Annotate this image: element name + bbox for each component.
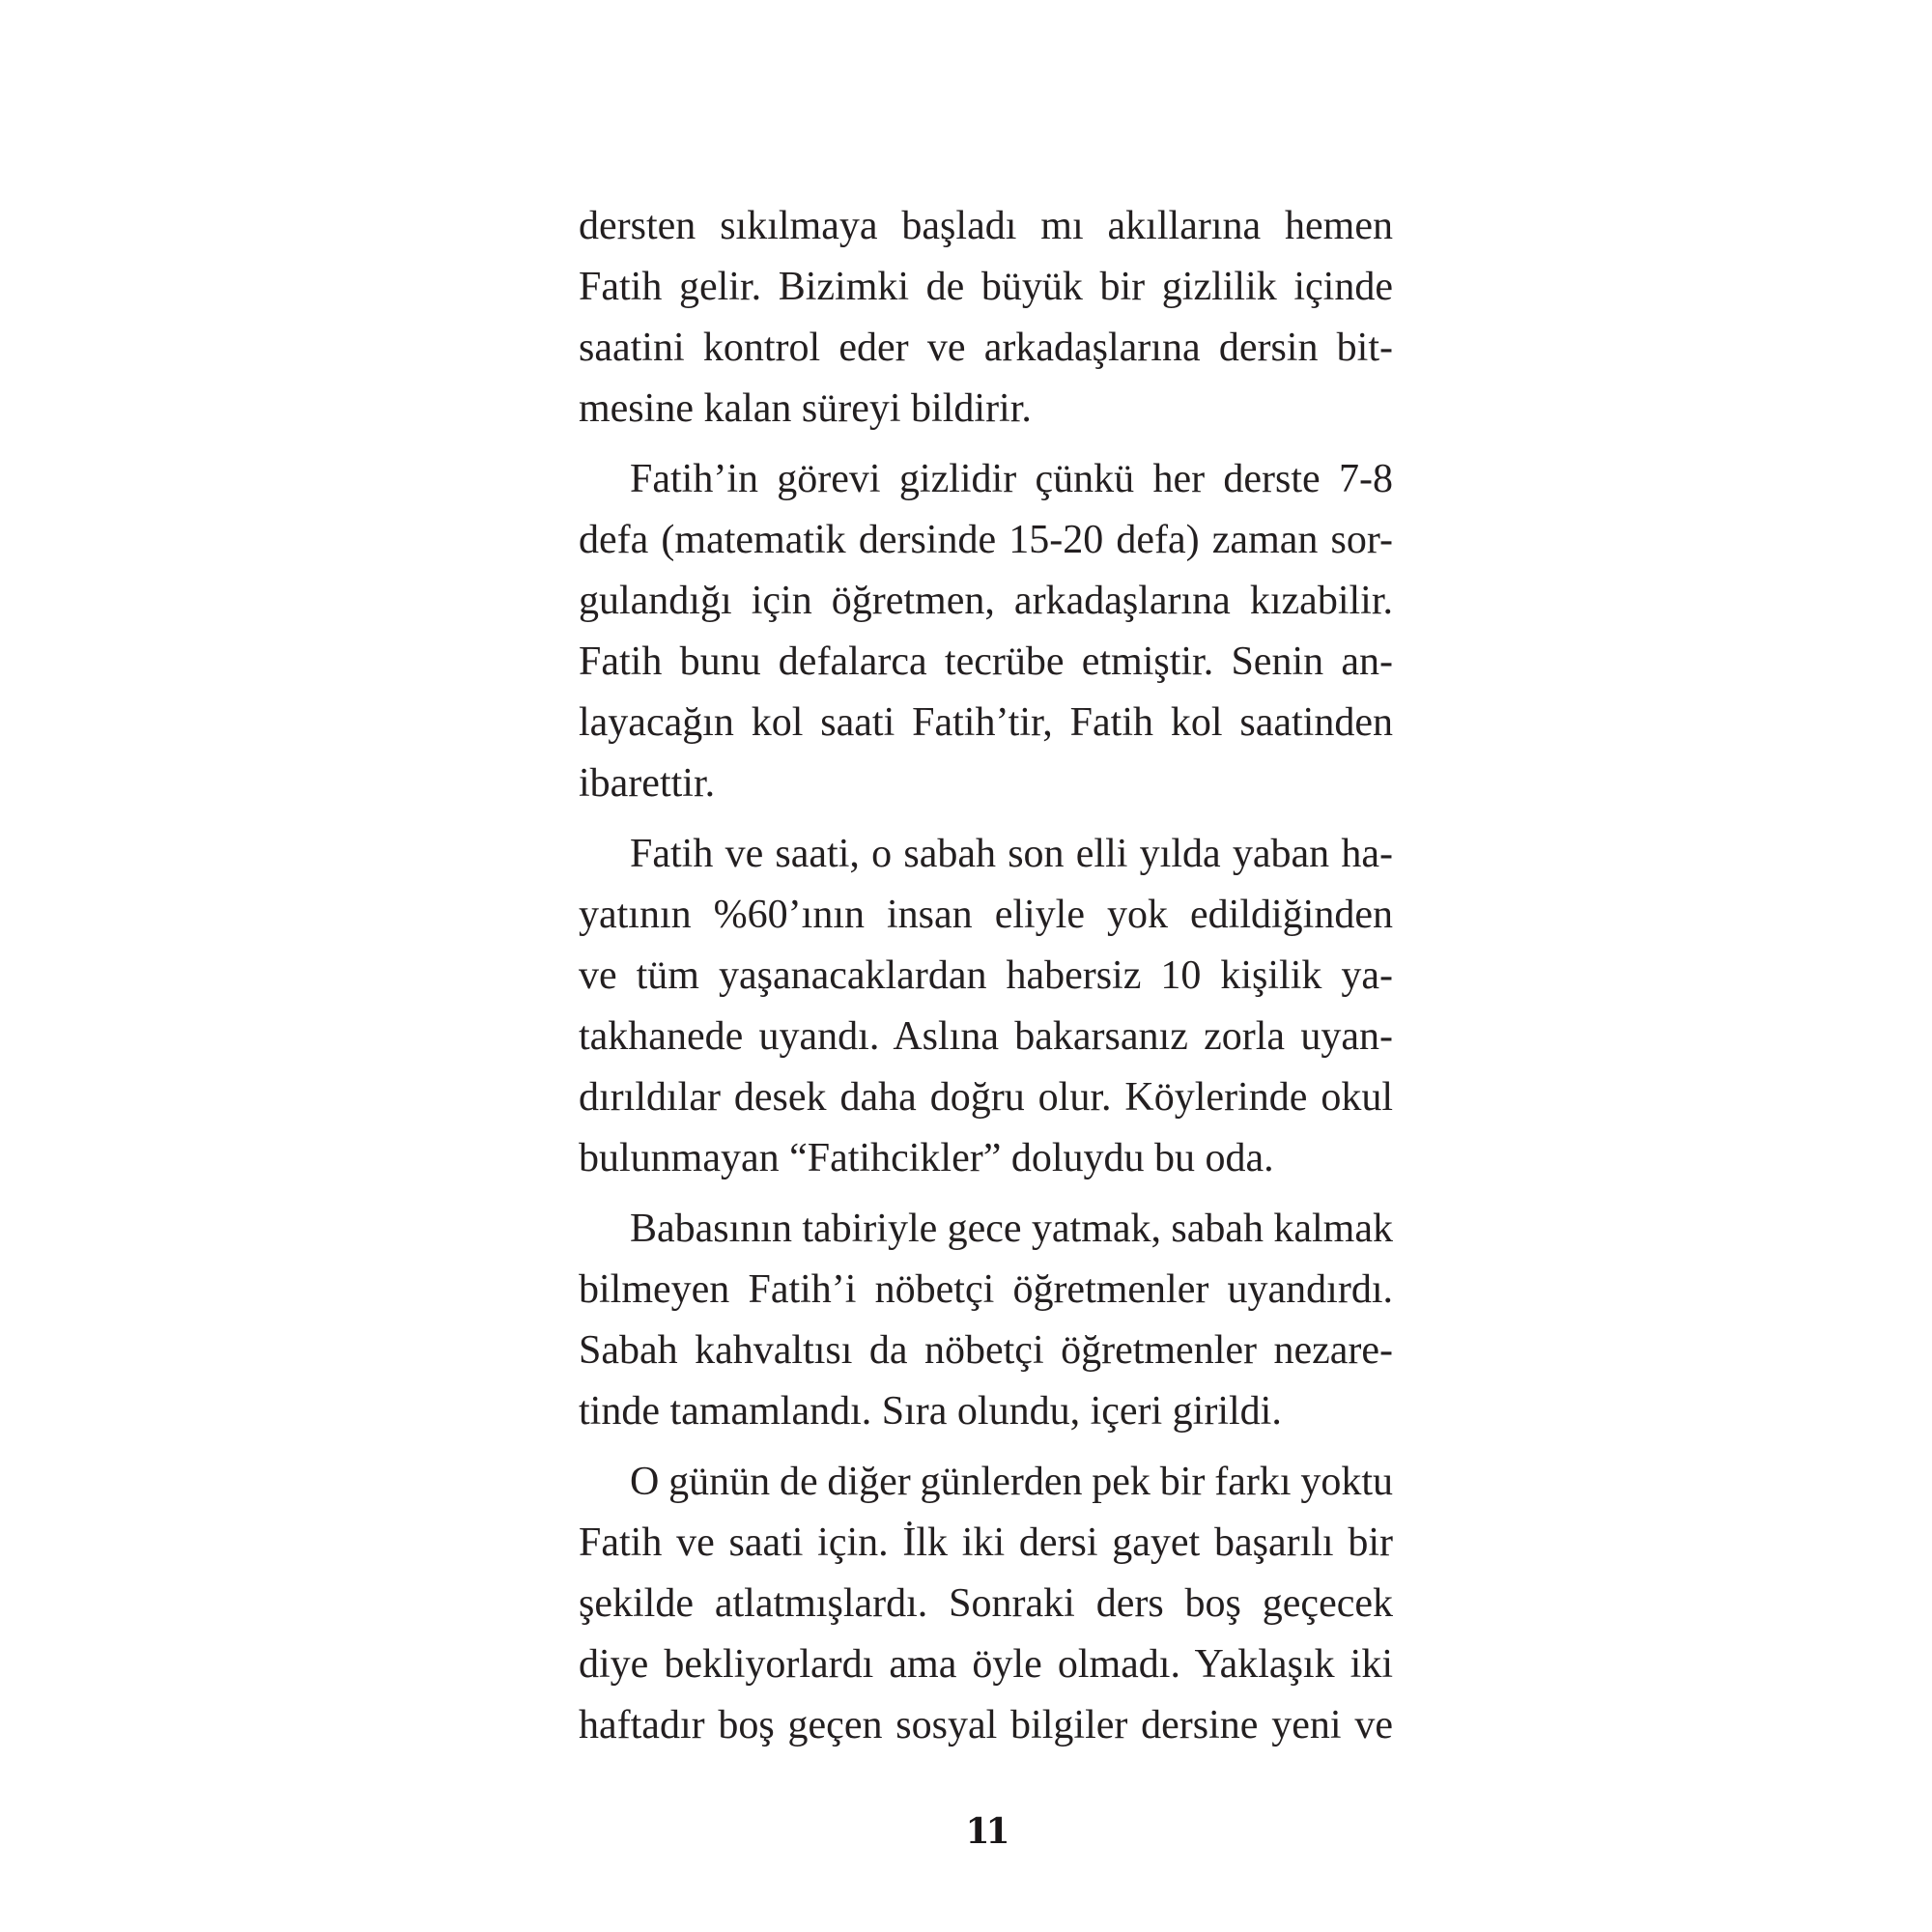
line-text: gulandığı için öğretmen, arkadaşlarına kızabilir. (579, 579, 1393, 623)
line-text: dırıldılar desek daha doğru olur. Köylerinde okul (579, 1075, 1393, 1120)
line-text: Fatih gelir. Bizimki de büyük bir gizlilik içinde (579, 265, 1393, 309)
paragraph-3 (579, 824, 1393, 1189)
text-line (579, 257, 1393, 318)
text-line (579, 946, 1393, 1007)
line-text: Sabah kahvaltısı da nöbetçi öğretmenler nezare- (579, 1328, 1393, 1373)
line-text: mesine kalan süreyi bildirir. (579, 386, 1032, 431)
line-text: tinde tamamlandı. Sıra olundu, içeri girildi. (579, 1389, 1282, 1434)
text-line (579, 1695, 1393, 1756)
line-text: Fatih ve saati, o sabah son elli yılda yaban ha- (630, 832, 1393, 876)
line-text: defa (matematik dersinde 15-20 defa) zaman sor- (579, 518, 1393, 562)
text-line (579, 632, 1393, 693)
line-text: Fatih’in görevi gizlidir çünkü her derste 7-8 (630, 457, 1393, 501)
text-line (579, 1452, 1393, 1513)
text-line (579, 1128, 1393, 1189)
line-text: Fatih ve saati için. İlk iki dersi gayet başarılı bir (579, 1520, 1393, 1565)
text-line (579, 449, 1393, 510)
line-text: ibarettir. (579, 761, 716, 806)
line-text: bulunmayan “Fatihcikler” doluydu bu oda. (579, 1136, 1274, 1180)
line-text: Fatih bunu defalarca tecrübe etmiştir. Senin an- (579, 639, 1393, 684)
text-line (579, 379, 1393, 440)
line-text: diye bekliyorlardı ama öyle olmadı. Yaklaşık iki (579, 1642, 1393, 1687)
text-line (579, 1007, 1393, 1067)
text-line (579, 196, 1393, 257)
text-line (579, 885, 1393, 946)
text-line (579, 693, 1393, 753)
line-text: şekilde atlatmışlardı. Sonraki ders boş geçecek (579, 1581, 1393, 1626)
line-text: bilmeyen Fatih’i nöbetçi öğretmenler uyandırdı. (579, 1267, 1393, 1312)
text-line (579, 1513, 1393, 1574)
line-text: takhanede uyandı. Aslına bakarsanız zorla uyan- (579, 1014, 1393, 1059)
text-line (579, 510, 1393, 571)
line-text: dersten sıkılmaya başladı mı akıllarına hemen (579, 204, 1393, 248)
text-line (579, 318, 1393, 379)
text-line (579, 571, 1393, 632)
paragraph-1 (579, 196, 1393, 440)
text-line (579, 1381, 1393, 1442)
line-text: layacağın kol saati Fatih’tir, Fatih kol saatinden (579, 700, 1393, 745)
text-line (579, 824, 1393, 885)
body-text (579, 196, 1393, 1756)
text-line (579, 1321, 1393, 1381)
line-text: haftadır boş geçen sosyal bilgiler dersine yeni ve (579, 1703, 1393, 1747)
line-text: saatini kontrol eder ve arkadaşlarına dersin bit- (579, 326, 1393, 370)
text-line (579, 1634, 1393, 1695)
page-number: 11 (965, 1811, 1007, 1852)
text-line (579, 1574, 1393, 1634)
paragraph-4 (579, 1199, 1393, 1442)
text-line (579, 1067, 1393, 1128)
paragraph-5 (579, 1452, 1393, 1756)
line-text: ve tüm yaşanacaklardan habersiz 10 kişilik ya- (579, 953, 1393, 998)
line-text: yatının %60’ının insan eliyle yok edildiğinden (579, 893, 1393, 937)
paragraph-2 (579, 449, 1393, 814)
text-line (579, 753, 1393, 814)
line-text: Babasının tabiriyle gece yatmak, sabah kalmak (630, 1207, 1393, 1251)
line-text: O günün de diğer günlerden pek bir farkı yoktu (630, 1460, 1393, 1504)
text-line (579, 1199, 1393, 1260)
text-line (579, 1260, 1393, 1321)
